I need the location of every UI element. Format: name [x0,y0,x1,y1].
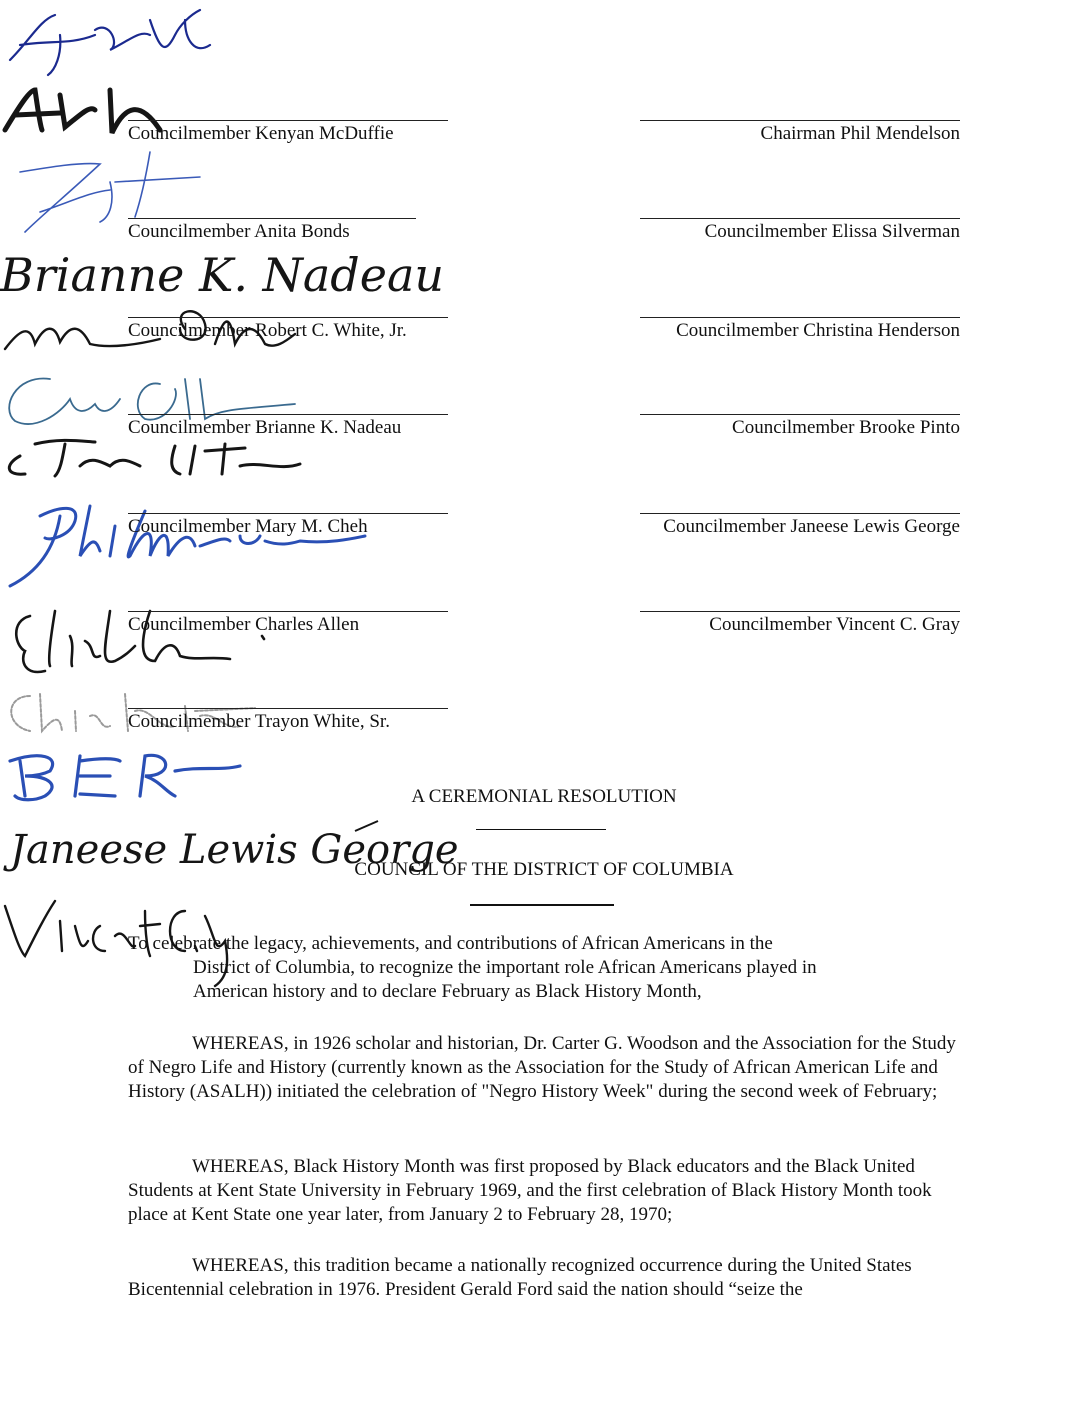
signatory-name: Councilmember Brianne K. Nadeau [128,417,402,438]
whereas-clause [128,1155,958,1227]
svg-text:Brianne K. Nadeau: Brianne K. Nadeau [0,248,445,302]
signatory-name: Councilmember Mary M. Cheh [128,516,368,537]
signature-mcduffie [0,0,230,80]
signatory-name: Councilmember Christina Henderson [676,320,960,341]
signatory-name: Councilmember Janeese Lewis George [663,516,960,537]
purpose-line: American history and to declare February as Black History Month, [193,981,702,1002]
signatory-name: Councilmember Anita Bonds [128,221,350,242]
council-divider [470,904,614,906]
svg-text:Janeese Lewis George: Janeese Lewis George [10,827,459,873]
signatory-name: Councilmember Charles Allen [128,614,360,635]
signatory-name: Councilmember Robert C. White, Jr. [128,320,407,341]
whereas-text: WHEREAS, in 1926 scholar and historian, Dr. Carter G. Woodson and the Association for the Study of Negro Life and History (currently known as the Association for the Study of African American Life and History (ASALH)) initiated the celebration of "Negro History Week" during the second week of February; [128,1033,956,1102]
signatory-name: Councilmember Brooke Pinto [732,417,960,438]
signatory-name: Councilmember Vincent C. Gray [709,614,960,635]
signature-silverman [0,601,280,681]
title-divider [476,829,606,830]
signatory-name: Councilmember Elissa Silverman [704,221,960,242]
resolution-title: A CEREMONIAL RESOLUTION [411,786,677,807]
whereas-text: WHEREAS, this tradition became a nationally recognized occurrence during the United States Bicentennial celebration in 1976. President Gerald Ford said the nation should “seize the [128,1255,912,1300]
signature-trayon-white [0,436,310,481]
signatory-name: Councilmember Trayon White, Sr. [128,711,390,732]
council-name: COUNCIL OF THE DISTRICT OF COLUMBIA [354,859,734,880]
signature-nadeau [0,247,445,302]
purpose-line: To celebrate the legacy, achievements, and contributions of African Americans in the [128,933,773,954]
signatory-name: Chairman Phil Mendelson [760,123,960,144]
signatory-name: Councilmember Kenyan McDuffie [128,123,394,144]
whereas-clause [128,1254,958,1302]
signature-mendelson [0,486,370,596]
whereas-text: WHEREAS, Black History Month was first proposed by Black educators and the Black United Students at Kent State University in February 1969, and the first celebration of Black History Month took place at Kent State one year later, from January 2 to February 28, 1970; [128,1156,932,1225]
resolution-purpose [128,932,958,1004]
purpose-line: District of Columbia, to recognize the important role African Americans played in [193,957,817,978]
whereas-clause [128,1032,958,1104]
